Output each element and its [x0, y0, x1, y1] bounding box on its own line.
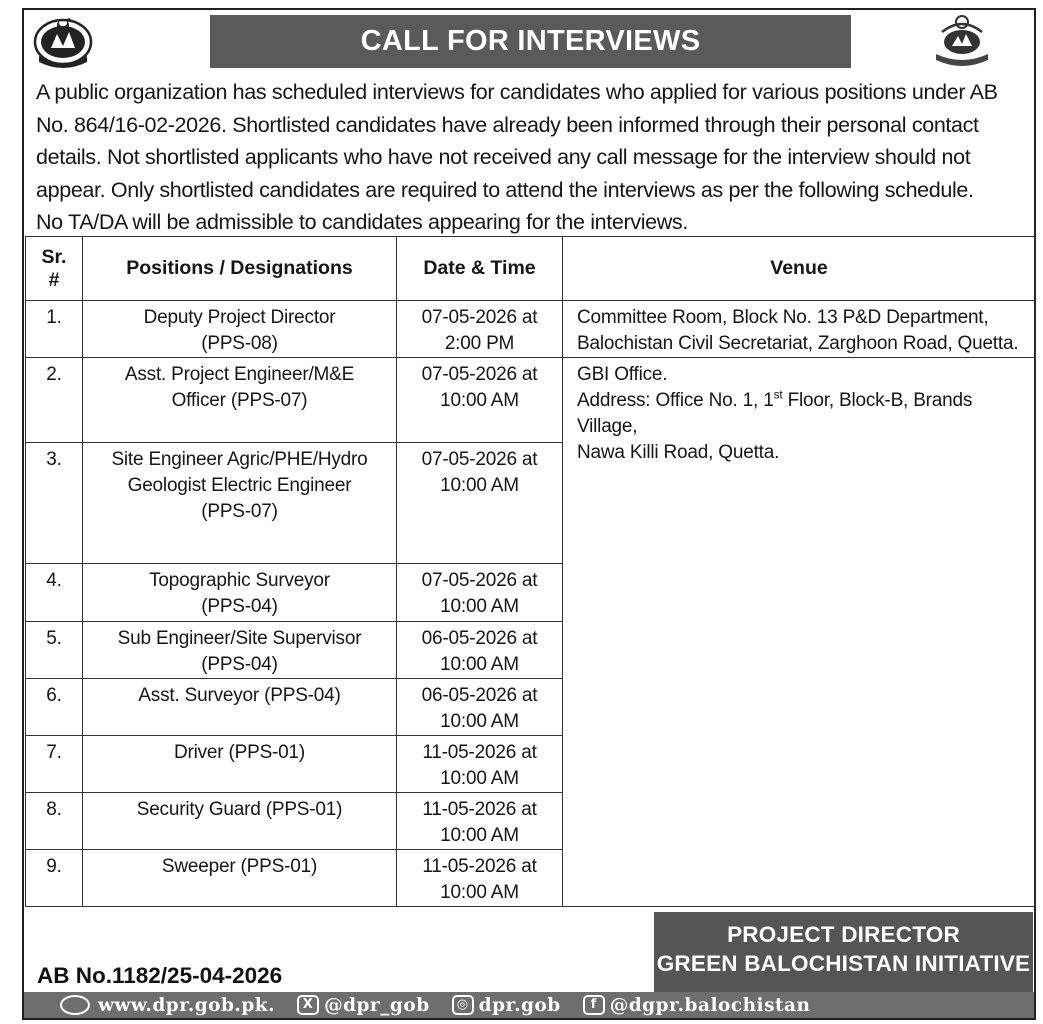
- green-balochistan-emblem-icon: [932, 12, 992, 70]
- signature-title: PROJECT DIRECTOR: [727, 922, 960, 947]
- datetime-cell: [397, 358, 563, 443]
- datetime-cell: [397, 443, 563, 564]
- date-line: 11-05-2026 at: [422, 799, 537, 820]
- position-line: Deputy Project Director: [143, 307, 336, 328]
- date-line: 06-05-2026 at: [421, 628, 538, 649]
- intro-paragraph: [36, 76, 1026, 239]
- facebook-icon: f: [583, 995, 605, 1015]
- venue-cell-gbi-office: [563, 358, 1036, 907]
- datetime-cell: [397, 850, 563, 907]
- intro-line: No. 864/16-02-2026. Shortlisted candidates have already been informed through their personal contact: [36, 112, 979, 137]
- date-line: 07-05-2026 at: [421, 364, 538, 385]
- table-header-row: [26, 237, 1036, 301]
- x-icon: X: [297, 995, 319, 1015]
- position-line: Site Engineer Agric/PHE/Hydro: [111, 449, 368, 470]
- venue-line: [577, 388, 1027, 440]
- time-line: 10:00 AM: [440, 596, 519, 617]
- instagram-link[interactable]: dpr.gob: [478, 994, 561, 1016]
- position-cell: [83, 564, 397, 622]
- position-cell: [83, 622, 397, 679]
- footer-instagram[interactable]: [452, 995, 561, 1016]
- sr-cell: 1.: [26, 301, 83, 358]
- sr-cell: 4.: [26, 564, 83, 622]
- datetime-cell: [397, 564, 563, 622]
- position-line: Security Guard (PPS-01): [136, 799, 343, 820]
- venue-address-part: Address: Office No. 1, 1: [577, 390, 774, 411]
- date-line: 07-05-2026 at: [421, 307, 538, 328]
- intro-line: appear. Only shortlisted candidates are required to attend the interviews as per the following schedule.: [36, 177, 974, 202]
- date-line: 07-05-2026 at: [421, 570, 538, 591]
- position-line: Driver (PPS-01): [173, 742, 306, 763]
- footer-website[interactable]: [60, 995, 275, 1016]
- time-line: 10:00 AM: [440, 390, 519, 411]
- signature-block: [654, 912, 1033, 994]
- x-handle-link[interactable]: @dpr_gob: [324, 994, 430, 1016]
- intro-line: A public organization has scheduled interviews for candidates who applied for various positions under AB: [36, 80, 998, 104]
- ab-number: AB No.1182/25-04-2026: [37, 963, 283, 988]
- position-line: (PPS-04): [201, 654, 278, 675]
- venue-ordinal-suffix: st: [773, 387, 783, 402]
- sr-cell: 3.: [26, 443, 83, 564]
- position-cell: [83, 358, 397, 443]
- time-line: 10:00 AM: [440, 654, 519, 675]
- time-line: 10:00 AM: [440, 882, 519, 903]
- position-line: Sub Engineer/Site Supervisor: [117, 628, 362, 649]
- sr-cell: 7.: [26, 736, 83, 793]
- time-line: 10:00 AM: [440, 711, 519, 732]
- position-line: Asst. Surveyor (PPS-04): [138, 685, 341, 706]
- date-line: 11-05-2026 at: [422, 856, 537, 877]
- instagram-icon: ◎: [452, 995, 474, 1015]
- time-line: 10:00 AM: [440, 825, 519, 846]
- position-line: (PPS-07): [201, 501, 278, 522]
- footer-bar: [24, 992, 1034, 1018]
- header-sr-line: #: [48, 268, 60, 291]
- header-position: Positions / Designations: [83, 237, 397, 301]
- position-line: Officer (PPS-07): [171, 390, 308, 411]
- date-line: 07-05-2026 at: [421, 449, 538, 470]
- sr-cell: 8.: [26, 793, 83, 850]
- position-cell: [83, 443, 397, 564]
- interview-schedule-table: [25, 236, 1036, 907]
- datetime-cell: [397, 622, 563, 679]
- time-line: 10:00 AM: [440, 768, 519, 789]
- position-line: Sweeper (PPS-01): [161, 856, 318, 877]
- sr-cell: 2.: [26, 358, 83, 443]
- venue-line: Nawa Killi Road, Quetta.: [577, 442, 780, 463]
- venue-address-part: Floor, Block-B, Brands Village,: [577, 390, 973, 437]
- datetime-cell: [397, 793, 563, 850]
- date-line: 06-05-2026 at: [421, 685, 538, 706]
- venue-line: Committee Room, Block No. 13 P&D Department,: [577, 307, 989, 328]
- position-line: (PPS-04): [201, 596, 278, 617]
- balochistan-emblem-icon: [33, 12, 93, 70]
- header-sr-line: Sr.: [41, 245, 67, 268]
- table-row: [26, 301, 1036, 358]
- page-title: CALL FOR INTERVIEWS: [210, 15, 851, 68]
- sr-cell: 6.: [26, 679, 83, 736]
- facebook-link[interactable]: @dgpr.balochistan: [609, 994, 811, 1016]
- sr-cell: 9.: [26, 850, 83, 907]
- position-line: Asst. Project Engineer/M&E: [124, 364, 355, 385]
- time-line: 10:00 AM: [440, 475, 519, 496]
- position-line: Topographic Surveyor: [149, 570, 330, 591]
- intro-line: details. Not shortlisted applicants who have not received any call message for the interview should not: [36, 145, 971, 169]
- position-cell: [83, 736, 397, 793]
- date-line: 11-05-2026 at: [422, 742, 537, 763]
- position-cell: [83, 301, 397, 358]
- position-cell: [83, 679, 397, 736]
- website-link[interactable]: www.dpr.gob.pk.: [98, 994, 276, 1016]
- time-line: 2:00 PM: [444, 333, 515, 354]
- table-row: [26, 358, 1036, 443]
- position-cell: [83, 793, 397, 850]
- header-sr: [26, 237, 83, 301]
- position-cell: [83, 850, 397, 907]
- venue-line: GBI Office.: [577, 364, 668, 385]
- datetime-cell: [397, 679, 563, 736]
- datetime-cell: [397, 301, 563, 358]
- position-line: (PPS-08): [201, 333, 278, 354]
- signature-organization: GREEN BALOCHISTAN INITIATIVE: [656, 951, 1031, 976]
- intro-line: No TA/DA will be admissible to candidates appearing for the interviews.: [36, 210, 688, 234]
- datetime-cell: [397, 736, 563, 793]
- footer-x[interactable]: [297, 995, 430, 1016]
- header-datetime: Date & Time: [397, 237, 563, 301]
- sr-cell: 5.: [26, 622, 83, 679]
- venue-line: Balochistan Civil Secretariat, Zarghoon Road, Quetta.: [577, 333, 1019, 354]
- position-line: Geologist Electric Engineer: [127, 475, 352, 496]
- globe-icon: [60, 995, 90, 1015]
- venue-cell-committee-room: [563, 301, 1036, 358]
- header-venue: Venue: [563, 237, 1036, 301]
- footer-facebook[interactable]: [583, 995, 811, 1016]
